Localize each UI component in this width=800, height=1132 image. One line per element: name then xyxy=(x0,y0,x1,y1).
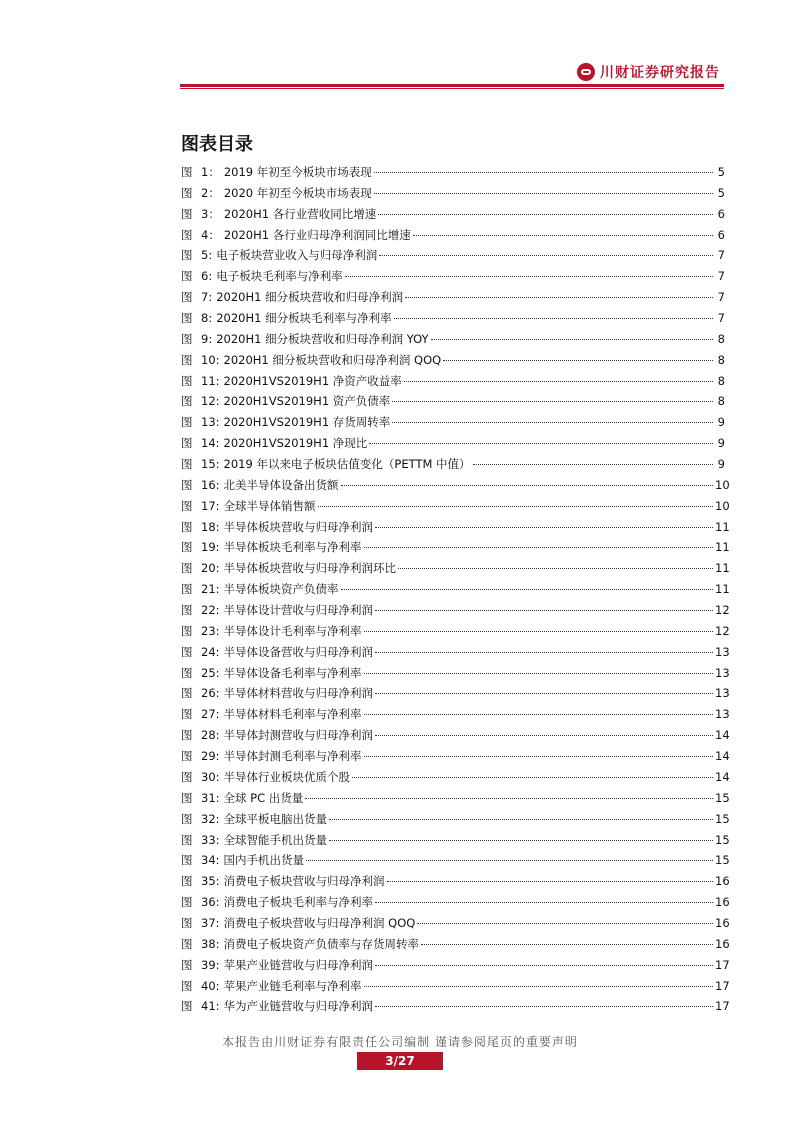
toc-entry-number: 19: xyxy=(201,540,220,555)
toc-entry-prefix: 图 xyxy=(181,206,193,221)
toc-entry-number: 17: xyxy=(201,498,220,513)
toc-entry-number: 32: xyxy=(201,811,220,826)
toc-entry-number: 37: xyxy=(201,915,220,930)
toc-entry-prefix: 图 xyxy=(181,978,193,993)
toc-entry-leader xyxy=(364,673,713,674)
toc-entry-title: 全球智能手机出货量 xyxy=(223,832,328,847)
toc-entry-prefix: 图 xyxy=(181,248,193,263)
toc-entry-leader xyxy=(375,965,713,966)
toc-entry-leader xyxy=(364,986,713,987)
toc-entry-title: 2020H1 细分板块营收和归母净利润 xyxy=(216,290,404,305)
toc-entry-prefix: 图 xyxy=(181,185,193,200)
toc-entry-number: 12: xyxy=(201,394,220,409)
toc-entry[interactable] xyxy=(181,996,730,1017)
toc-entry-page: 15 xyxy=(715,790,730,805)
toc-entry-page: 14 xyxy=(715,749,730,764)
toc-entry-title: 半导体设计毛利率与净利率 xyxy=(223,623,362,638)
toc-entry-title: 2020H1VS2019H1 资产负债率 xyxy=(223,394,391,409)
toc-entry-number: 16: xyxy=(201,477,220,492)
toc-entry-title: 半导体材料营收与归母净利润 xyxy=(223,686,374,701)
toc-entry-title: 消费电子板块营收与归母净利润 xyxy=(223,874,385,889)
toc-entry-page: 16 xyxy=(715,895,730,910)
toc-entry-title: 苹果产业链毛利率与净利率 xyxy=(223,978,362,993)
toc-entry-title: 半导体设备毛利率与净利率 xyxy=(223,665,362,680)
toc-entry-page: 14 xyxy=(715,769,730,784)
toc-entry-title: 2020H1 各行业营收同比增速 xyxy=(223,206,377,221)
toc-entry-page: 7 xyxy=(717,248,725,263)
toc-entry-leader xyxy=(375,527,713,528)
toc-entry-leader xyxy=(404,381,713,382)
toc-entry-page: 6 xyxy=(717,206,725,221)
toc-entry-prefix: 图 xyxy=(181,811,193,826)
toc-entry-prefix: 图 xyxy=(181,769,193,784)
toc-entry[interactable] xyxy=(181,412,725,433)
toc-entry-prefix: 图 xyxy=(181,498,193,513)
toc-entry-title: 半导体板块资产负债率 xyxy=(223,582,339,597)
brand xyxy=(577,62,720,82)
toc-entry-page: 15 xyxy=(715,853,730,868)
toc-entry-number: 20: xyxy=(201,561,220,576)
toc-entry-title: 2020H1VS2019H1 净资产收益率 xyxy=(223,373,402,388)
toc-entry-title: 2020H1 各行业归母净利润同比增速 xyxy=(223,227,411,242)
toc-entry-leader xyxy=(387,881,713,882)
toc-entry-page: 16 xyxy=(715,874,730,889)
toc-entry-leader xyxy=(306,860,713,861)
toc-entry-number: 39: xyxy=(201,957,220,972)
toc-entry-leader xyxy=(473,464,713,465)
toc-entry-title: 消费电子板块营收与归母净利润 QOQ xyxy=(223,915,416,930)
toc-entry-leader xyxy=(345,276,713,277)
toc-entry-prefix: 图 xyxy=(181,311,193,326)
toc-entry-page: 12 xyxy=(715,623,730,638)
toc-entry[interactable] xyxy=(181,892,730,913)
toc-entry[interactable] xyxy=(181,204,725,225)
toc-entry-leader xyxy=(375,1006,713,1007)
toc-entry[interactable] xyxy=(181,579,730,600)
toc-entry-page: 17 xyxy=(715,999,730,1014)
toc-entry-number: 36: xyxy=(201,895,220,910)
toc-entry-leader xyxy=(364,631,713,632)
toc-entry-number: 40: xyxy=(201,978,220,993)
toc-entry-leader xyxy=(374,193,713,194)
toc-entry-title: 半导体板块营收与归母净利润 xyxy=(223,519,374,534)
toc-entry-number: 35: xyxy=(201,874,220,889)
toc-entry[interactable] xyxy=(181,287,725,308)
toc-entry-leader xyxy=(375,610,713,611)
toc-entry-prefix: 图 xyxy=(181,269,193,284)
toc-entry-prefix: 图 xyxy=(181,749,193,764)
toc-entry-title: 2020H1VS2019H1 存货周转率 xyxy=(223,415,391,430)
toc-entry-leader xyxy=(352,777,713,778)
toc-entry-prefix: 图 xyxy=(181,165,193,179)
toc-entry-prefix: 图 xyxy=(181,707,193,722)
toc-entry[interactable] xyxy=(181,976,730,997)
toc-entry[interactable] xyxy=(181,850,730,871)
toc-entry-page: 6 xyxy=(717,227,725,242)
toc-entry-leader xyxy=(364,756,713,757)
toc-entry-leader xyxy=(443,360,713,361)
toc-entry-prefix: 图 xyxy=(181,936,193,951)
toc-entry-page: 17 xyxy=(715,957,730,972)
toc-entry-page: 7 xyxy=(717,290,725,305)
toc-entry-prefix: 图 xyxy=(181,623,193,638)
toc-entry[interactable] xyxy=(181,788,730,809)
toc-entry-number: 27: xyxy=(201,707,220,722)
toc-entry-leader xyxy=(341,589,713,590)
toc-list xyxy=(181,162,730,1017)
toc-entry-number: 41: xyxy=(201,999,220,1014)
toc-entry-title: 电子板块营业收入与归母净利润 xyxy=(216,248,378,263)
toc-entry-prefix: 图 xyxy=(181,477,193,492)
toc-entry-number: 9: xyxy=(201,331,213,346)
toc-entry[interactable] xyxy=(181,329,725,350)
toc-entry-prefix: 图 xyxy=(181,915,193,930)
toc-entry-title: 半导体板块营收与归母净利润环比 xyxy=(223,561,397,576)
toc-entry-leader xyxy=(378,214,713,215)
toc-entry-prefix: 图 xyxy=(181,853,193,868)
toc-entry[interactable] xyxy=(181,350,725,371)
toc-entry-leader xyxy=(318,506,713,507)
toc-entry[interactable] xyxy=(181,725,730,746)
toc-entry[interactable] xyxy=(181,475,730,496)
toc-entry[interactable] xyxy=(181,830,730,851)
toc-entry-number: 30: xyxy=(201,769,220,784)
toc-entry-number: 10: xyxy=(201,352,220,367)
toc-entry-leader xyxy=(379,255,713,256)
toc-entry-page: 9 xyxy=(717,436,725,451)
toc-entry-number: 28: xyxy=(201,728,220,743)
toc-entry-number: 2： xyxy=(201,185,220,200)
toc-entry-number: 14: xyxy=(201,436,220,451)
toc-entry-prefix: 图 xyxy=(181,457,193,472)
toc-entry-prefix: 图 xyxy=(181,603,193,618)
toc-entry-number: 21: xyxy=(201,582,220,597)
toc-entry-title: 全球平板电脑出货量 xyxy=(223,811,328,826)
toc-entry[interactable] xyxy=(181,746,730,767)
toc-entry[interactable] xyxy=(181,537,730,558)
toc-entry[interactable] xyxy=(181,600,730,621)
toc-entry-page: 11 xyxy=(715,582,730,597)
toc-entry-leader xyxy=(305,798,713,799)
toc-entry-page: 10 xyxy=(715,498,730,513)
toc-entry-prefix: 图 xyxy=(181,227,193,242)
toc-entry-title: 2019 年以来电子板块估值变化（PETTM 中值） xyxy=(223,457,471,472)
toc-entry-prefix: 图 xyxy=(181,999,193,1014)
toc-entry-number: 31: xyxy=(201,790,220,805)
toc-entry[interactable] xyxy=(181,663,730,684)
toc-entry[interactable] xyxy=(181,433,725,454)
toc-entry-number: 5: xyxy=(201,248,213,263)
toc-entry-leader xyxy=(375,902,713,903)
toc-entry[interactable] xyxy=(181,913,730,934)
toc-entry[interactable] xyxy=(181,517,730,538)
toc-entry-title: 2020 年初至今板块市场表现 xyxy=(223,185,372,200)
toc-entry-page: 5 xyxy=(717,165,725,179)
toc-entry-number: 24: xyxy=(201,644,220,659)
toc-entry-number: 33: xyxy=(201,832,220,847)
toc-entry[interactable] xyxy=(181,245,725,266)
toc-entry-page: 7 xyxy=(717,311,725,326)
toc-entry-title: 半导体材料毛利率与净利率 xyxy=(223,707,362,722)
header-rule-thick xyxy=(180,84,724,87)
toc-entry-number: 3： xyxy=(201,206,220,221)
toc-entry-leader xyxy=(364,714,713,715)
toc-entry-page: 8 xyxy=(717,394,725,409)
toc-entry-page: 11 xyxy=(715,561,730,576)
toc-entry-prefix: 图 xyxy=(181,415,193,430)
toc-title: 图表目录 xyxy=(181,134,253,155)
toc-entry-prefix: 图 xyxy=(181,394,193,409)
toc-entry-title: 半导体板块毛利率与净利率 xyxy=(223,540,362,555)
footer-disclaimer: 本报告由川财证券有限责任公司编制 谨请参阅尾页的重要声明 xyxy=(222,1035,578,1049)
toc-entry-page: 13 xyxy=(715,686,730,701)
toc-entry-page: 8 xyxy=(717,352,725,367)
toc-entry[interactable] xyxy=(181,767,730,788)
toc-entry-title: 全球半导体销售额 xyxy=(223,498,316,513)
toc-entry-leader xyxy=(417,923,713,924)
toc-entry[interactable] xyxy=(181,871,730,892)
toc-entry-prefix: 图 xyxy=(181,895,193,910)
toc-entry-leader xyxy=(394,318,713,319)
toc-entry-leader xyxy=(413,235,713,236)
toc-entry[interactable] xyxy=(181,162,725,183)
toc-entry[interactable] xyxy=(181,683,730,704)
toc-entry-number: 25: xyxy=(201,665,220,680)
toc-entry-prefix: 图 xyxy=(181,644,193,659)
toc-entry-page: 13 xyxy=(715,644,730,659)
toc-entry[interactable] xyxy=(181,934,730,955)
toc-entry-title: 半导体行业板块优质个股 xyxy=(223,769,351,784)
toc-entry-number: 22: xyxy=(201,603,220,618)
toc-entry-leader xyxy=(329,819,713,820)
toc-entry-page: 11 xyxy=(715,540,730,555)
toc-entry-title: 消费电子板块资产负债率与存货周转率 xyxy=(223,936,420,951)
toc-entry-page: 9 xyxy=(717,457,725,472)
toc-entry-page: 13 xyxy=(715,665,730,680)
toc-entry-number: 29: xyxy=(201,749,220,764)
toc-entry-title: 2020H1 细分板块毛利率与净利率 xyxy=(216,311,392,326)
brand-name: 川财证券研究报告 xyxy=(600,65,720,81)
toc-entry[interactable] xyxy=(181,266,725,287)
toc-entry-leader xyxy=(375,735,713,736)
toc-entry-number: 26: xyxy=(201,686,220,701)
header-rule-thin xyxy=(180,88,724,89)
toc-entry-page: 16 xyxy=(715,915,730,930)
toc-entry-number: 11: xyxy=(201,373,220,388)
toc-entry-page: 15 xyxy=(715,811,730,826)
toc-entry-page: 15 xyxy=(715,832,730,847)
toc-entry-prefix: 图 xyxy=(181,874,193,889)
toc-entry-number: 15: xyxy=(201,457,220,472)
toc-entry-title: 电子板块毛利率与净利率 xyxy=(216,269,343,284)
toc-entry-page: 8 xyxy=(717,331,725,346)
toc-entry[interactable] xyxy=(181,558,730,579)
toc-entry-prefix: 图 xyxy=(181,728,193,743)
toc-entry-page: 7 xyxy=(717,269,725,284)
toc-entry-title: 半导体设计营收与归母净利润 xyxy=(223,603,374,618)
toc-entry-leader xyxy=(369,443,713,444)
toc-entry-leader xyxy=(392,422,713,423)
toc-entry-prefix: 图 xyxy=(181,352,193,367)
toc-entry[interactable] xyxy=(181,809,730,830)
toc-entry-leader xyxy=(392,401,713,402)
toc-entry-number: 23: xyxy=(201,623,220,638)
toc-entry[interactable] xyxy=(181,308,725,329)
toc-entry-leader xyxy=(421,944,713,945)
toc-entry-page: 8 xyxy=(717,373,725,388)
toc-entry[interactable] xyxy=(181,496,730,517)
toc-entry-prefix: 图 xyxy=(181,582,193,597)
toc-entry-title: 2019 年初至今板块市场表现 xyxy=(223,165,372,179)
toc-entry-leader xyxy=(375,652,713,653)
toc-entry-prefix: 图 xyxy=(181,331,193,346)
toc-entry-prefix: 图 xyxy=(181,373,193,388)
toc-entry-page: 12 xyxy=(715,603,730,618)
toc-entry-page: 16 xyxy=(715,936,730,951)
toc-entry-leader xyxy=(375,693,713,694)
toc-entry-leader xyxy=(398,568,713,569)
toc-entry[interactable] xyxy=(181,642,730,663)
toc-entry[interactable] xyxy=(181,391,725,412)
toc-entry-title: 消费电子板块毛利率与净利率 xyxy=(223,895,374,910)
toc-entry-page: 11 xyxy=(715,519,730,534)
toc-entry-title: 华为产业链营收与归母净利润 xyxy=(223,999,374,1014)
toc-entry[interactable] xyxy=(181,955,730,976)
toc-entry[interactable] xyxy=(181,621,730,642)
toc-entry-number: 38: xyxy=(201,936,220,951)
toc-entry-number: 18: xyxy=(201,519,220,534)
toc-entry-prefix: 图 xyxy=(181,686,193,701)
toc-entry[interactable] xyxy=(181,454,725,475)
toc-entry-page: 9 xyxy=(717,415,725,430)
toc-entry-title: 半导体设备营收与归母净利润 xyxy=(223,644,374,659)
toc-entry-page: 10 xyxy=(715,477,730,492)
toc-entry-leader xyxy=(405,297,713,298)
toc-entry[interactable] xyxy=(181,225,725,246)
toc-entry-leader xyxy=(341,485,713,486)
toc-entry-number: 13: xyxy=(201,415,220,430)
toc-entry-page: 17 xyxy=(715,978,730,993)
toc-entry-number: 1： xyxy=(201,165,220,179)
toc-entry-prefix: 图 xyxy=(181,561,193,576)
toc-entry-title: 2020H1VS2019H1 净现比 xyxy=(223,436,368,451)
chuancai-logo-icon xyxy=(577,63,595,81)
toc-entry-prefix: 图 xyxy=(181,832,193,847)
toc-entry-number: 4： xyxy=(201,227,220,242)
page-header xyxy=(0,0,800,90)
toc-entry-prefix: 图 xyxy=(181,540,193,555)
toc-entry-prefix: 图 xyxy=(181,957,193,972)
toc-entry-prefix: 图 xyxy=(181,519,193,534)
toc-entry-leader xyxy=(431,339,713,340)
toc-entry[interactable] xyxy=(181,704,730,725)
toc-entry-prefix: 图 xyxy=(181,436,193,451)
toc-entry-title: 国内手机出货量 xyxy=(223,853,305,868)
toc-entry-title: 北美半导体设备出货额 xyxy=(223,477,339,492)
toc-entry[interactable] xyxy=(181,183,725,204)
toc-entry-page: 14 xyxy=(715,728,730,743)
toc-entry-prefix: 图 xyxy=(181,290,193,305)
toc-entry-number: 6: xyxy=(201,269,213,284)
toc-entry-page: 5 xyxy=(717,185,725,200)
toc-entry-title: 半导体封测营收与归母净利润 xyxy=(223,728,374,743)
toc-entry-leader xyxy=(374,172,713,173)
toc-entry-number: 34: xyxy=(201,853,220,868)
toc-entry-number: 8: xyxy=(201,311,213,326)
page-number-badge: 3/27 xyxy=(357,1052,443,1070)
toc-entry-title: 苹果产业链营收与归母净利润 xyxy=(223,957,374,972)
toc-entry-prefix: 图 xyxy=(181,790,193,805)
toc-entry-leader xyxy=(329,840,713,841)
toc-entry-number: 7: xyxy=(201,290,213,305)
toc-entry-title: 全球 PC 出货量 xyxy=(223,790,304,805)
toc-entry-title: 2020H1 细分板块营收和归母净利润 YOY xyxy=(216,331,429,346)
toc-entry-title: 半导体封测毛利率与净利率 xyxy=(223,749,362,764)
toc-entry-leader xyxy=(364,547,713,548)
toc-entry-title: 2020H1 细分板块营收和归母净利润 QOQ xyxy=(223,352,442,367)
toc-entry-prefix: 图 xyxy=(181,665,193,680)
toc-entry[interactable] xyxy=(181,371,725,392)
toc-entry-page: 13 xyxy=(715,707,730,722)
